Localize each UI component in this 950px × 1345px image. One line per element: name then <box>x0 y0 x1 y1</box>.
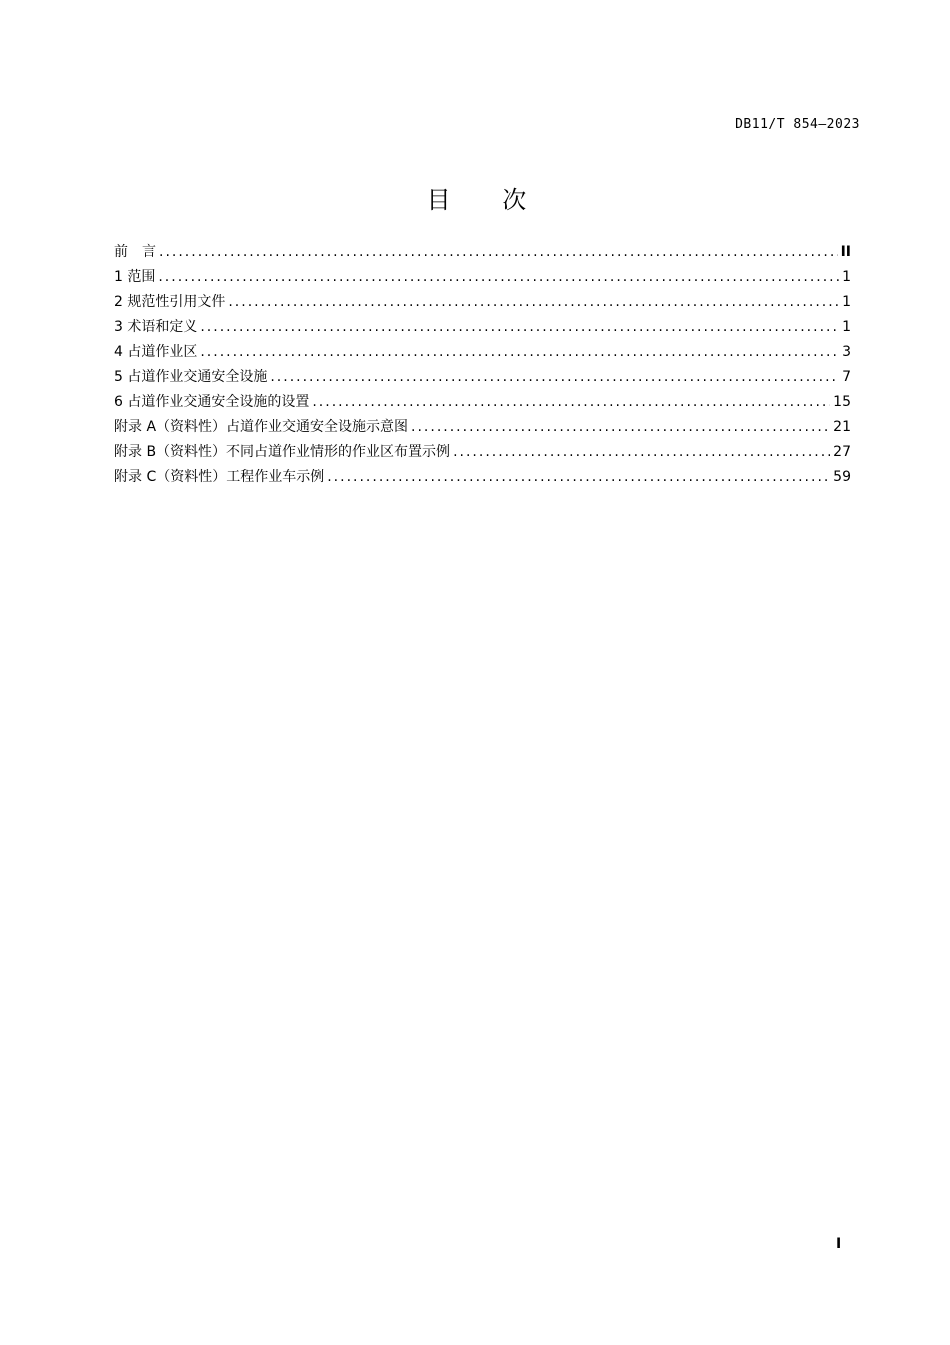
toc-entry-scope[interactable] <box>114 266 851 291</box>
toc-entry-page: 1 <box>842 294 851 310</box>
toc-entry-label: 前 言 <box>114 244 156 260</box>
toc-dot-leader <box>327 470 830 484</box>
toc-entry-label: 2 规范性引用文件 <box>114 294 226 310</box>
toc-entry-page: 59 <box>833 469 851 485</box>
toc-entry-label: 6 占道作业交通安全设施的设置 <box>114 394 310 410</box>
toc-entry-page: 27 <box>833 444 851 460</box>
table-of-contents <box>114 241 851 491</box>
toc-entry-page: 21 <box>833 419 851 435</box>
toc-entry-label: 1 范围 <box>114 269 156 285</box>
toc-entry-label: 4 占道作业区 <box>114 344 198 360</box>
page-number: I <box>836 1236 842 1252</box>
toc-dot-leader <box>158 270 839 284</box>
toc-dot-leader <box>411 420 830 434</box>
toc-entry-page: II <box>840 244 851 260</box>
toc-entry-label: 3 术语和定义 <box>114 319 198 335</box>
toc-entry-label: 附录 B（资料性）不同占道作业情形的作业区布置示例 <box>114 444 451 460</box>
toc-dot-leader <box>159 245 838 259</box>
toc-entry-label: 5 占道作业交通安全设施 <box>114 369 268 385</box>
toc-entry-appendix-a[interactable] <box>114 416 851 441</box>
toc-entry-work-zone[interactable] <box>114 341 851 366</box>
toc-entry-normative-references[interactable] <box>114 291 851 316</box>
toc-entry-label: 附录 A（资料性）占道作业交通安全设施示意图 <box>114 419 409 435</box>
toc-entry-page: 1 <box>842 269 851 285</box>
toc-entry-page: 15 <box>833 394 851 410</box>
toc-dot-leader <box>200 320 839 334</box>
toc-entry-facilities-setup[interactable] <box>114 391 851 416</box>
toc-entry-appendix-c[interactable] <box>114 466 851 491</box>
toc-entry-foreword[interactable] <box>114 241 851 266</box>
toc-entry-page: 3 <box>842 344 851 360</box>
toc-entry-terms-definitions[interactable] <box>114 316 851 341</box>
toc-dot-leader <box>200 345 839 359</box>
toc-entry-appendix-b[interactable] <box>114 441 851 466</box>
toc-dot-leader <box>270 370 839 384</box>
document-code: DB11/T 854—2023 <box>735 117 860 132</box>
toc-entry-safety-facilities[interactable] <box>114 366 851 391</box>
toc-entry-page: 1 <box>842 319 851 335</box>
toc-dot-leader <box>453 445 830 459</box>
toc-dot-leader <box>228 295 839 309</box>
toc-entry-page: 7 <box>842 369 851 385</box>
toc-dot-leader <box>312 395 830 409</box>
toc-entry-label: 附录 C（资料性）工程作业车示例 <box>114 469 325 485</box>
toc-title: 目 次 <box>426 186 549 214</box>
